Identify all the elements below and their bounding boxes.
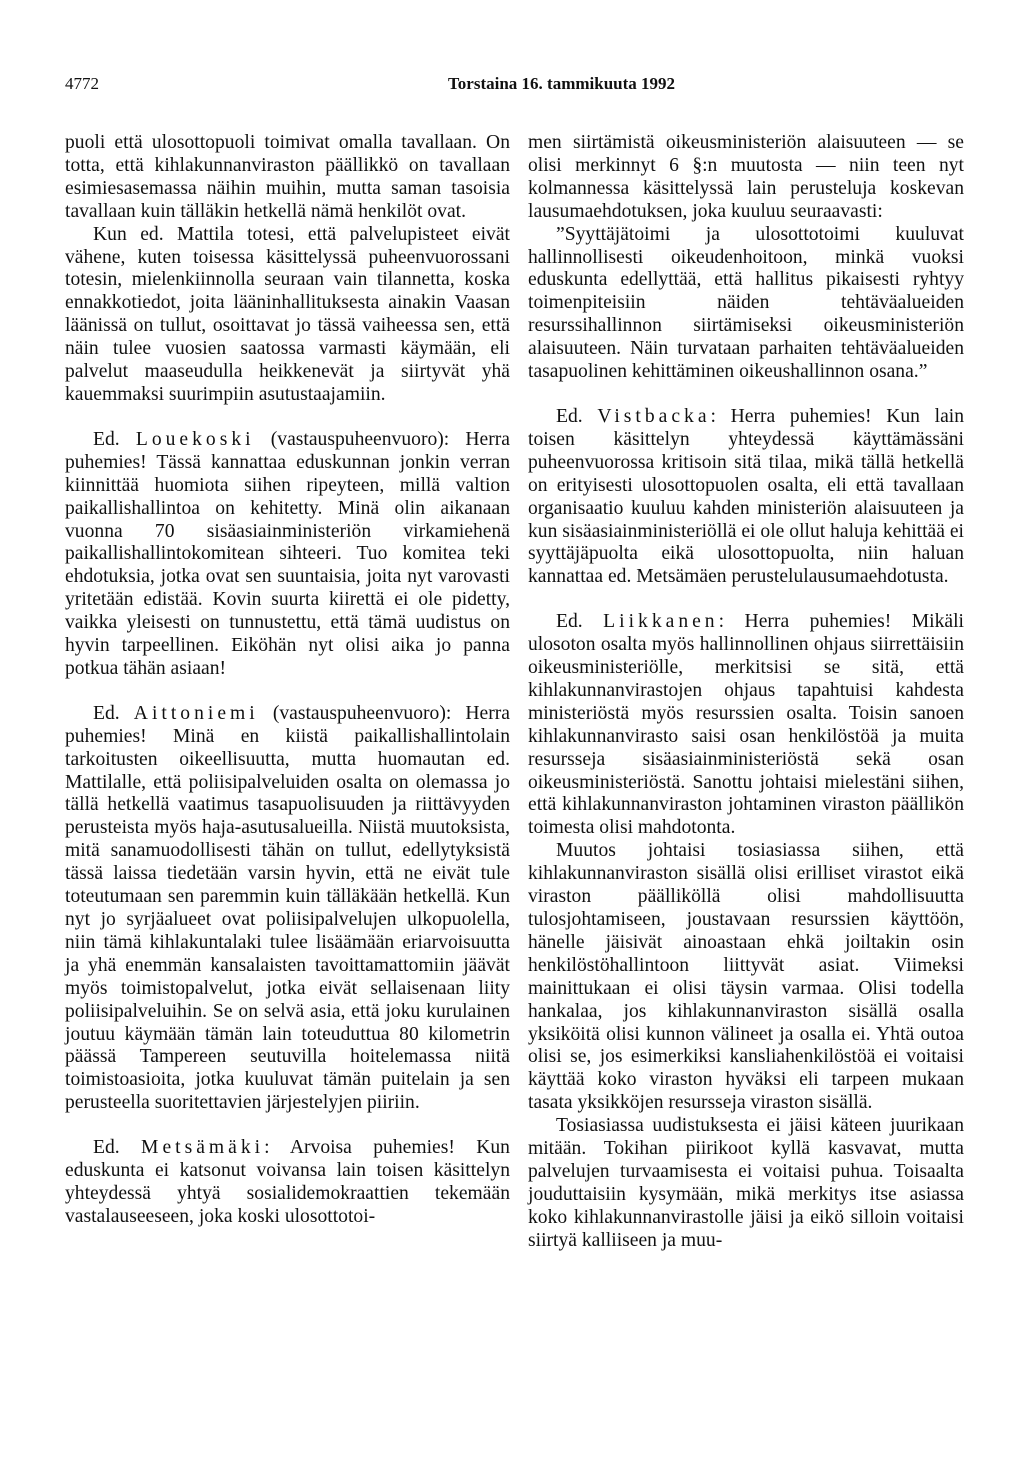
left-column [65, 132, 510, 1229]
right-column [528, 132, 964, 1253]
speaker-name: Metsämäki [141, 1137, 265, 1159]
page-number: 4772 [65, 74, 99, 93]
paragraph: men siirtämistä oikeusministeriön alaisuuteen — se olisi merkinnyt 6 §:n muutosta — niin teen nyt kolmannessa käsittelyssä lain perusteluja koskevan lausumaehdotuksen, joka kuuluu seuraavasti: [528, 132, 964, 222]
speaker-name: Liikkanen [603, 611, 719, 633]
speech-louekoski: Ed. Louekoski (vastauspuheenvuoro): Herra puhemies! Tässä kannattaa eduskunnan jonkin verran kiinnittää huomiota siihen ripeyteen, millä valtion paikallishallintoa on kehitetty. Minä olin aikanaan vuonna 70 sisäasiainministeriön virkamiehenä paikallishallintokomitean sihteeri. Tuo komitea teki ehdotuksia, jotka ovat sen suuntaisia, joita nyt varovasti yritetään edistää. Kovin suurta kiirettä ei ole pidetty, vaikka yleisesti on tunnustettu, että tämä uudistus on hyvin tarpeellinen. Eiköhän nyt olisi aika jo panna potkua tähän asiaan! [65, 428, 511, 679]
speech-aittoniemi: Ed. Aittoniemi (vastauspuheenvuoro): Herra puhemies! Minä en kiistä paikallishallintolain tarkoitusten oikeellisuutta, mutta huomautan ed. Mattilalle, että poliisipalveluiden osalta on olemassa jo tällä hetkellä vaatimus tasapuolisuuden ja riittävyyden perusteista myös haja-asutusalueilla. Niistä muutoksista, mitä sanamuodollisesti tähän on tullut, edellytyksistä tässä laissa tiedetään varsin hyvin, että ne eivät tule toteutumaan sen paremmin kuin tälläkään hetkellä. Kun nyt jo syrjäalueet ovat poliisipalvelujen ulkopuolella, niin tämä kihlakuntalaki tulee lisäämään eriarvoisuutta ja yhä enemmän kansalaisten tavoittamattomiin jäävät myös toimistopalvelut, jotka eivät sellaisenaan liity poliisipalveluihin. Se on selvä asia, että joku kurulainen joutuu käymään tämän lain toteuduttua 80 kilometrin päässä Tampereen seutuvilla hoitelemassa niitä toimistoasioita, jotka kuuluvat tämän puitelain ja sen perusteella suoritettavien järjestelyjen piiriin. [65, 702, 511, 1114]
quoted-motion: ”Syyttäjätoimi ja ulosottotoimi kuuluvat hallinnollisesti oikeudenhoitoon, minkä vuoksi eduskunta edellyttää, että hallitus pikaisesti ryhtyy toimenpiteisiin näiden tehtäväalueiden resurssihallinnon siirtämiseksi oikeusministeriön alaisuuteen. Näin turvataan parhaiten tehtäväalueiden tasapuolinen kehittäminen oikeushallinnon osana.” [528, 223, 964, 383]
speech-liikkanen: Ed. Liikkanen: Herra puhemies! Mikäli ulosoton osalta myös hallinnollinen ohjaus siirrettäisiin oikeusministeriölle, merkitsisi se sitä, että kihlakunnanvirastojen ohjaus tapahtuisi kahdesta ministeriöstä myös resurssien osalta. Toisin sanoen kihlakunnanvirasto saisi osan henkilöstöä ja muita resursseja sisäasiainministeriöstä sekä osan oikeusministeriöstä. Sanottu johtaisi mielestäni siihen, että kihlakunnanviraston johtaminen viraston päällikön toimesta olisi mahdotonta. [528, 611, 964, 839]
paragraph: Muutos johtaisi tosiasiassa siihen, että kihlakunnanviraston sisällä olisi erilliset virastot eikä viraston päälliköllä olisi mahdollisuutta tulosjohtamiseen, joustavaan resurssien käyttöön, hänelle jäisivät ainoastaan ehkä joiltakin osin henkilöstöhallintoon liittyvät asiat. Viimeksi mainittukaan ei olisi täysin varmaa. Olisi todella hankalaa, jos kihlakunnanviraston sisällä osalla yksiköitä olisi kunnon välineet ja osalla ei. Yhtä outoa olisi se, jos esimerkiksi kansliahenkilöstöä ei voitaisi käyttää koko viraston hyväksi eli tarpeen mukaan tasata yksikköjen resursseja viraston sisällä. [528, 840, 964, 1114]
paragraph: Tosiasiassa uudistuksesta ei jäisi käteen juurikaan mitään. Tokihan piirikoot kyllä kasvavat, mutta palvelujen turvaamisesta ei voitaisi puhua. Toisaalta jouduttaisiin kysymään, mikä merkitys itse asiassa koko kihlakunnanvirastolle jäisi ja eikö silloin voitaisi siirtyä kalliiseen ja muu- [528, 1115, 964, 1251]
speech-vistbacka: Ed. Vistbacka: Herra puhemies! Kun lain toisen käsittelyn yhteydessä käyttämässäni puheenvuorossa kritisoin sitä tilaa, mikä tällä hetkellä on erityisesti ulosottopuolen osalta, eli että tavallaan organisaatio kuuluu kahden ministeriön alaisuuteen ja kun sisäasiainministeriöllä ei ole ollut haluja kehittää ei syyttäjäpuolta eikä ulosottopuolta, niin haluan kannattaa ed. Metsämäen perustelulausumaehdotusta. [528, 405, 965, 588]
speech-metsamaki: Ed. Metsämäki: Arvoisa puhemies! Kun eduskunta ei katsonut voivansa lain toisen käsittelyn yhteydessä yhtyä sosialidemokraattien tekemään vastalauseeseen, joka koski ulosottotoi- [65, 1137, 510, 1227]
speaker-name: Vistbacka [597, 405, 711, 427]
running-title: Torstaina 16. tammikuuta 1992 [448, 74, 676, 93]
speaker-name: Louekoski [135, 428, 255, 450]
paragraph: Kun ed. Mattila totesi, että palvelupisteet eivät vähene, kuten toisessa käsittelyssä puheenvuorossani totesin, mielenkiinnolla seuraan vain tilannetta, koska ennakkotiedot, joita lääninhallituksesta ainakin Vaasan läänissä on tullut, osoittavat jo tässä vaiheessa sen, että näin tulee vuosien saatossa varmasti käymään, eli palvelut maaseudulla heikkenevät ja siirtyvät yhä kauemmaksi suurimpiin asutustaajamiin. [65, 223, 510, 405]
paragraph: puoli että ulosottopuoli toimivat omalla tavallaan. On totta, että kihlakunnanviraston päällikkö on tavallaan esimiesasemassa näihin muihin, mutta saman tasoisia tavallaan kuin tälläkin hetkellä nämä henkilöt ovat. [65, 132, 510, 222]
page-header [65, 74, 965, 96]
speaker-name: Aittoniemi [133, 702, 259, 724]
